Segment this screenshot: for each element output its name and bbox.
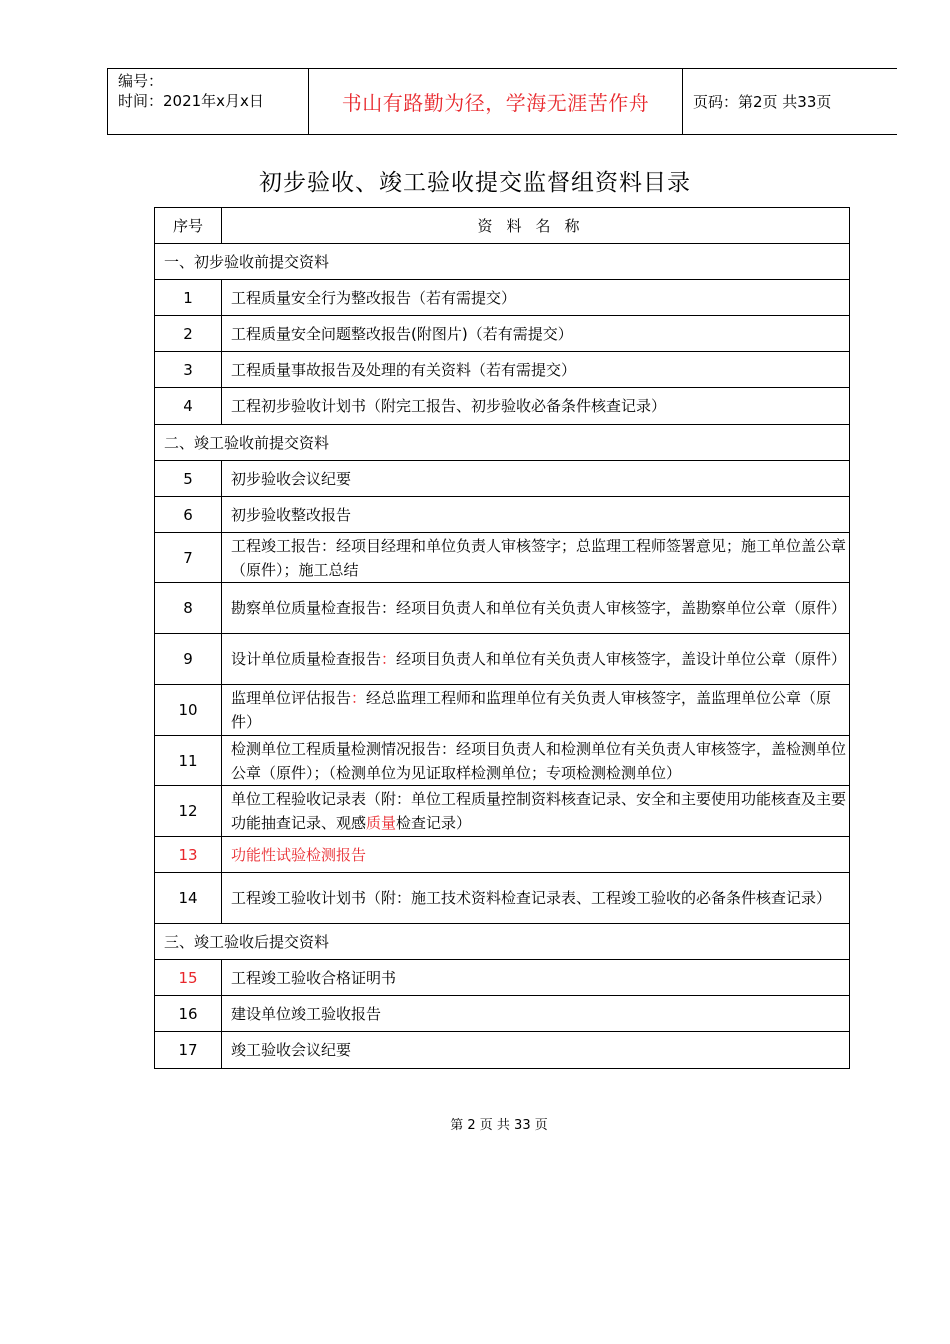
- row-name: 工程竣工验收计划书（附：施工技术资料检查记录表、工程竣工验收的必备条件核查记录）: [222, 873, 850, 924]
- table-row: [155, 533, 850, 583]
- row-name: [222, 634, 850, 685]
- row-number: 1: [155, 280, 222, 316]
- table-row: [155, 316, 850, 352]
- page-footer: 第 2 页 共 33 页: [450, 1118, 548, 1133]
- table-header-row: [155, 208, 850, 244]
- red-highlight: 质量: [366, 814, 397, 832]
- row-name: 工程质量安全问题整改报告(附图片)（若有需提交）: [222, 316, 850, 352]
- header-meta-cell: [108, 69, 309, 134]
- row-number: 7: [155, 533, 222, 583]
- table-row: [155, 583, 850, 634]
- row-name: 竣工验收会议纪要: [222, 1032, 850, 1069]
- row-name: 工程质量事故报告及处理的有关资料（若有需提交）: [222, 352, 850, 388]
- red-colon: ：: [381, 650, 397, 668]
- table-row: [155, 352, 850, 388]
- table-row: [155, 280, 850, 316]
- row-number: 11: [155, 736, 222, 786]
- col-header-name: 资料名称: [222, 208, 850, 244]
- row-name: [222, 685, 850, 736]
- table-row: [155, 685, 850, 736]
- header-motto-cell: [309, 69, 683, 134]
- row-name-part: 监理单位评估报告: [231, 689, 352, 707]
- row-name-part: 经项目负责人和单位有关负责人审核签字，盖设计单位公章（原件）: [396, 650, 847, 668]
- row-name: [222, 786, 850, 837]
- row-name: 勘察单位质量检查报告：经项目负责人和单位有关负责人审核签字，盖勘察单位公章（原件）: [222, 583, 850, 634]
- row-number: 10: [155, 685, 222, 736]
- catalog-table: [154, 207, 850, 1069]
- row-number: 14: [155, 873, 222, 924]
- row-name: 功能性试验检测报告: [222, 837, 850, 873]
- row-name-part: 经总监理工程师和监理单位有关负责人审核签字，盖监理单位公章（原件）: [231, 689, 832, 731]
- row-name-part: 设计单位质量检查报告: [231, 650, 382, 668]
- row-name: 建设单位竣工验收报告: [222, 996, 850, 1032]
- section-row: [155, 924, 850, 960]
- row-number: 9: [155, 634, 222, 685]
- row-number: 16: [155, 996, 222, 1032]
- header-page-cell: [683, 69, 898, 134]
- page-info: 页码：第2页 共33页: [693, 93, 832, 111]
- table-row: [155, 497, 850, 533]
- row-name: 工程初步验收计划书（附完工报告、初步验收必备条件核查记录）: [222, 388, 850, 425]
- row-name-part: 检查记录）: [396, 814, 472, 832]
- table-row: [155, 960, 850, 996]
- row-number: 17: [155, 1032, 222, 1069]
- row-name: 工程质量安全行为整改报告（若有需提交）: [222, 280, 850, 316]
- document-header: [107, 68, 897, 135]
- row-name-part: 单位工程验收记录表（附：单位工程质量控制资料核查记录、安全和主要使用功能核查及主要功能抽查记录、观感: [231, 790, 847, 832]
- table-row: [155, 837, 850, 873]
- row-name: 初步验收整改报告: [222, 497, 850, 533]
- table-row: [155, 786, 850, 837]
- table-row: [155, 634, 850, 685]
- table-row: [155, 388, 850, 425]
- red-colon: ：: [351, 689, 367, 707]
- table-row: [155, 996, 850, 1032]
- row-name: 工程竣工报告：经项目经理和单位负责人审核签字；总监理工程师签署意见；施工单位盖公章（原件）；施工总结: [222, 533, 850, 583]
- section-row: [155, 425, 850, 461]
- table-row: [155, 1032, 850, 1069]
- table-row: [155, 461, 850, 497]
- section-row: [155, 244, 850, 280]
- row-number: 12: [155, 786, 222, 837]
- row-number: 5: [155, 461, 222, 497]
- col-header-no: 序号: [155, 208, 222, 244]
- row-name: 工程竣工验收合格证明书: [222, 960, 850, 996]
- time-label: 时间：2021年x月x日: [118, 92, 264, 110]
- row-number: 13: [155, 837, 222, 873]
- row-name: 初步验收会议纪要: [222, 461, 850, 497]
- row-number: 2: [155, 316, 222, 352]
- section-heading: 一、初步验收前提交资料: [155, 244, 850, 280]
- row-number: 3: [155, 352, 222, 388]
- table-row: [155, 873, 850, 924]
- table-row: [155, 736, 850, 786]
- motto-text: 书山有路勤为径，学海无涯苦作舟: [341, 91, 650, 115]
- row-number: 6: [155, 497, 222, 533]
- section-heading: 二、竣工验收前提交资料: [155, 425, 850, 461]
- row-number: 4: [155, 388, 222, 425]
- row-number: 15: [155, 960, 222, 996]
- number-label: 编号：: [118, 72, 164, 90]
- row-number: 8: [155, 583, 222, 634]
- row-name: 检测单位工程质量检测情况报告：经项目负责人和检测单位有关负责人审核签字，盖检测单位公章（原件）；（检测单位为见证取样检测单位；专项检测检测单位）: [222, 736, 850, 786]
- section-heading: 三、竣工验收后提交资料: [155, 924, 850, 960]
- page-title: 初步验收、竣工验收提交监督组资料目录: [259, 170, 691, 196]
